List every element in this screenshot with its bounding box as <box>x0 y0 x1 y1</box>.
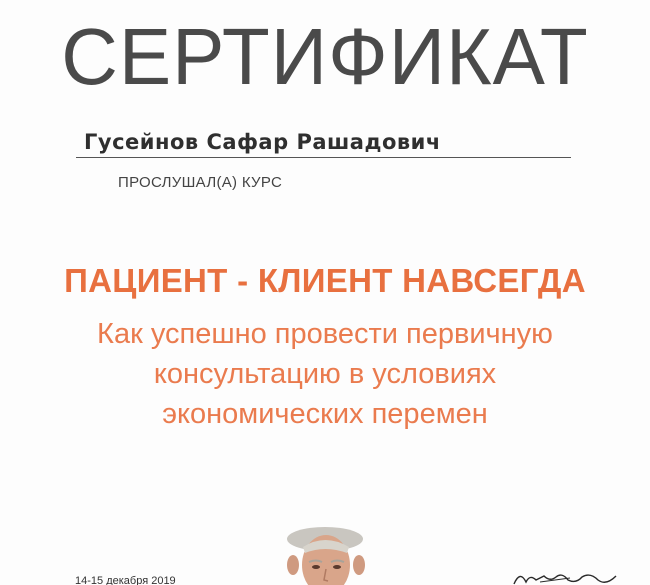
course-subtitle-line-1: Как успешно провести первичную <box>97 318 553 350</box>
speaker-photo <box>273 525 378 585</box>
name-underline <box>76 157 571 158</box>
recipient-name: Гусейнов Сафар Рашадович <box>84 130 441 154</box>
course-subtitle-line-3: экономических перемен <box>162 398 488 430</box>
certificate-title: СЕРТИФИКАТ <box>61 12 589 101</box>
course-title: ПАЦИЕНТ - КЛИЕНТ НАВСЕГДА <box>64 262 586 299</box>
course-date: 14-15 декабря 2019 <box>75 575 176 585</box>
signature <box>510 568 620 585</box>
course-subtitle <box>0 314 650 434</box>
attended-course-label: ПРОСЛУШАЛ(А) КУРС <box>118 174 283 191</box>
course-subtitle-line-2: консультацию в условиях <box>153 358 497 390</box>
